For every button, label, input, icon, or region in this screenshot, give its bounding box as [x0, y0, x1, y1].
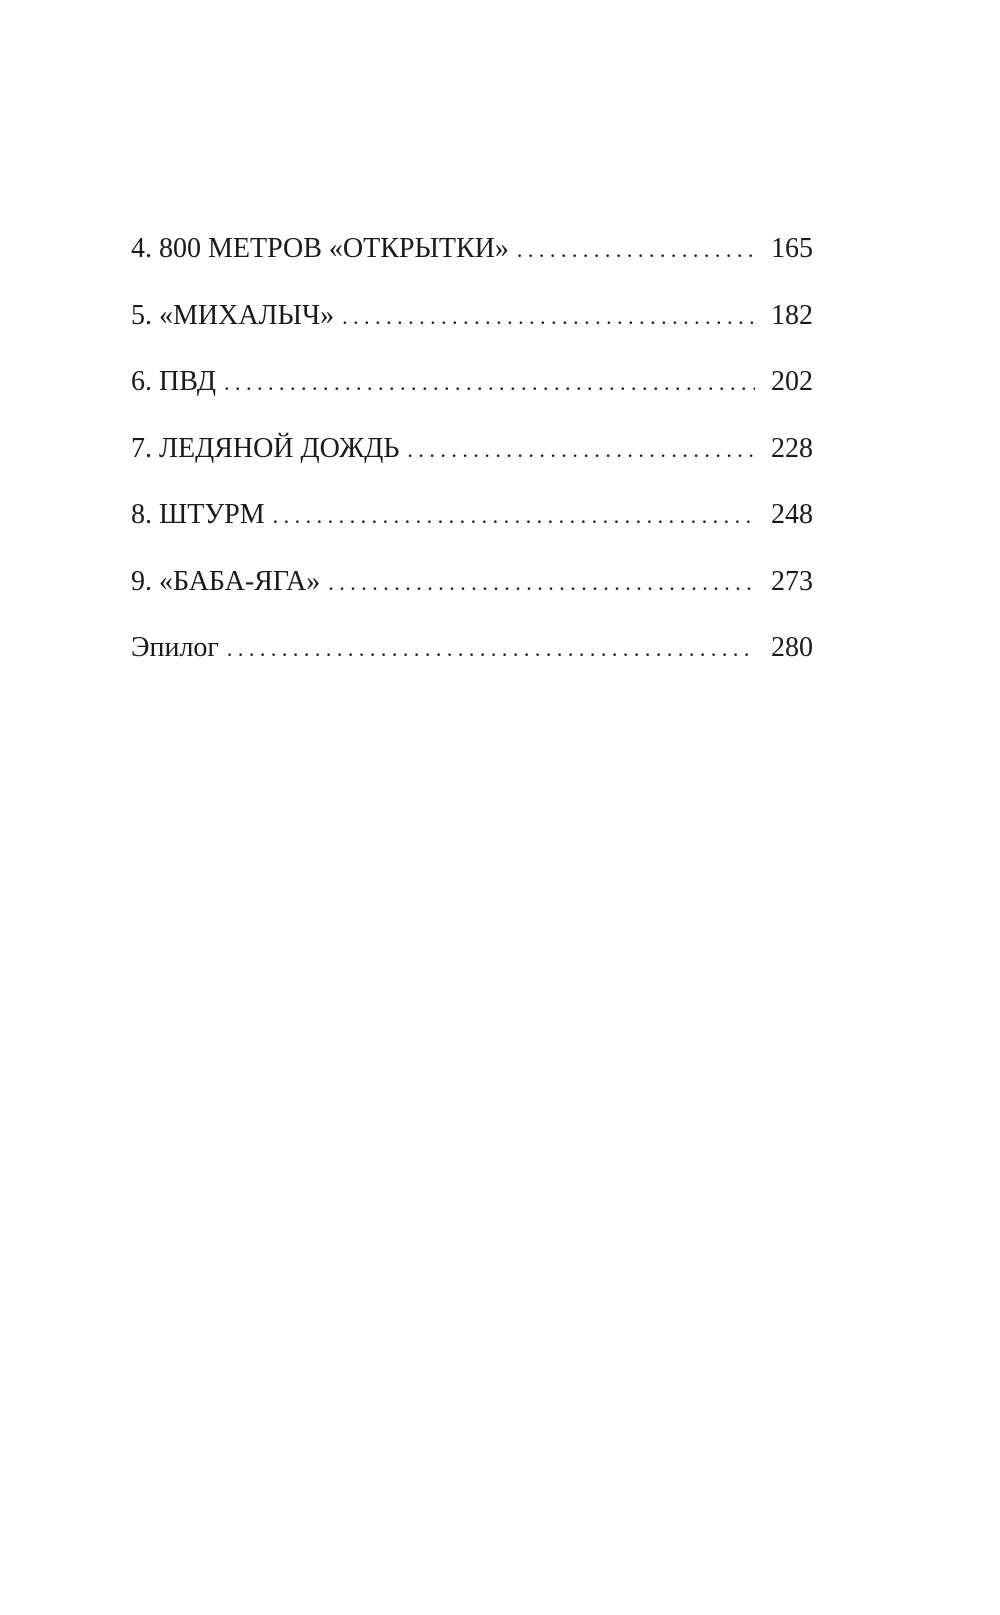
toc-dot-leader: [517, 232, 755, 268]
toc-entry-title: 6. ПВД: [131, 366, 216, 397]
toc-entry[interactable]: [131, 630, 813, 697]
toc-entry-page: 182: [771, 299, 813, 331]
table-of-contents: [131, 231, 813, 697]
toc-dot-leader: [273, 498, 755, 534]
toc-entry-title: 4. 800 МЕТРОВ «ОТКРЫТКИ»: [131, 233, 509, 264]
toc-entry-title: 7. ЛЕДЯНОЙ ДОЖДЬ: [131, 432, 400, 464]
toc-dot-leader: [328, 565, 755, 601]
toc-entry[interactable]: [131, 231, 813, 298]
toc-entry-page: 228: [771, 432, 813, 464]
toc-entry-page: 165: [771, 233, 813, 264]
toc-entry-page: 280: [771, 632, 813, 663]
toc-dot-leader: [342, 299, 755, 335]
toc-entry-title: 8. ШТУРМ: [131, 499, 265, 530]
toc-entry[interactable]: [131, 298, 813, 365]
toc-entry[interactable]: [131, 497, 813, 564]
toc-entry[interactable]: [131, 364, 813, 431]
toc-dot-leader: [227, 631, 755, 667]
toc-entry-page: 248: [771, 499, 813, 530]
toc-entry-page: 273: [771, 565, 813, 597]
toc-dot-leader: [407, 432, 755, 468]
toc-entry-page: 202: [771, 366, 813, 397]
toc-entry-title: 5. «МИХАЛЫЧ»: [131, 299, 335, 331]
toc-dot-leader: [224, 365, 755, 401]
toc-entry[interactable]: [131, 431, 813, 498]
toc-entry-title: 9. «БАБА-ЯГА»: [131, 565, 321, 597]
toc-entry-title: Эпилог: [131, 632, 219, 663]
toc-entry[interactable]: [131, 564, 813, 631]
